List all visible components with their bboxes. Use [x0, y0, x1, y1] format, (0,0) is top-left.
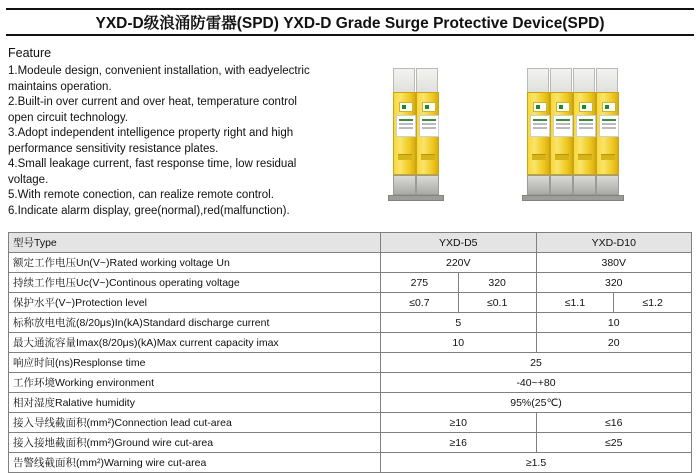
row-parameter: 最大通流容量Imax(8/20μs)(kA)Max current capacity imax	[9, 333, 381, 353]
title-rule-bottom	[6, 34, 694, 36]
spd-2-pole-product-photo	[392, 68, 452, 208]
module-label	[530, 115, 550, 137]
module-slot	[555, 154, 569, 160]
row-parameter: 相对湿度Ralative humidity	[9, 393, 381, 413]
module-slot	[578, 154, 592, 160]
specifications-table	[8, 232, 692, 473]
module-row	[527, 92, 619, 175]
table-row	[9, 433, 692, 453]
table-row	[9, 373, 692, 393]
spd-module	[550, 92, 573, 175]
row-value: ≤0.1	[458, 293, 536, 313]
row-parameter: 持续工作电压Uc(V~)Continous operating voltage	[9, 273, 381, 293]
spd-module	[527, 92, 550, 175]
table-row	[9, 293, 692, 313]
base-segment	[527, 175, 550, 195]
din-rail	[522, 195, 624, 201]
status-window-icon	[422, 102, 436, 112]
feature-line: performance sensitivity resistance plates.	[8, 142, 219, 155]
base-segment	[416, 175, 439, 195]
row-value: 5	[381, 313, 537, 333]
module-label	[576, 115, 596, 137]
row-value: 10	[536, 313, 692, 333]
title-rule-top	[6, 8, 694, 10]
header-model-d5: YXD-D5	[381, 233, 537, 253]
row-value: 320	[536, 273, 692, 293]
table-row	[9, 273, 692, 293]
row-value: ≥10	[381, 413, 537, 433]
feature-line: maintains operation.	[8, 80, 112, 93]
table-row	[9, 353, 692, 373]
row-value: ≥16	[381, 433, 537, 453]
row-value: 25	[381, 353, 692, 373]
module-label	[553, 115, 573, 137]
row-parameter: 响应时间(ns)Resplonse time	[9, 353, 381, 373]
module-label	[419, 115, 439, 137]
header-type: 型号Type	[9, 233, 381, 253]
feature-line: voltage.	[8, 173, 49, 186]
module-row	[393, 92, 439, 175]
header-model-d10: YXD-D10	[536, 233, 692, 253]
module-slot	[421, 154, 435, 160]
page-title: YXD-D级浪涌防雷器(SPD) YXD-D Grade Surge Protective Device(SPD)	[95, 15, 605, 32]
base-row	[393, 175, 439, 195]
table-row	[9, 253, 692, 273]
row-value: -40~+80	[381, 373, 692, 393]
status-window-icon	[556, 102, 570, 112]
row-value: ≤0.7	[381, 293, 459, 313]
spd-module	[416, 92, 439, 175]
base-row	[527, 175, 619, 195]
feature-section	[8, 46, 328, 219]
module-slot	[398, 154, 412, 160]
row-parameter: 接入接地截面积(mm²)Ground wire cut-area	[9, 433, 381, 453]
row-parameter: 标称放电电流(8/20μs)In(kA)Standard discharge current	[9, 313, 381, 333]
din-rail	[388, 195, 444, 201]
row-parameter: 工作环境Working environment	[9, 373, 381, 393]
feature-heading: Feature	[8, 46, 52, 60]
table-header-row	[9, 233, 692, 253]
row-value: ≤1.1	[536, 293, 614, 313]
module-slot	[532, 154, 546, 160]
feature-line: 1.Modeule design, convenient installation, with eadyelectric	[8, 65, 310, 77]
status-window-icon	[602, 102, 616, 112]
row-value: ≤1.2	[614, 293, 692, 313]
row-value: 380V	[536, 253, 692, 273]
feature-line: 2.Built-in over current and over heat, temperature control	[8, 96, 297, 108]
table-body	[9, 253, 692, 473]
module-label	[396, 115, 416, 137]
base-segment	[596, 175, 619, 195]
row-value: 10	[381, 333, 537, 353]
status-window-icon	[533, 102, 547, 112]
table-row	[9, 453, 692, 473]
status-window-icon	[579, 102, 593, 112]
row-value: 20	[536, 333, 692, 353]
spd-module	[573, 92, 596, 175]
feature-line: open circuit technology.	[8, 111, 128, 124]
product-images	[330, 50, 696, 220]
module-label	[599, 115, 619, 137]
base-segment	[393, 175, 416, 195]
module-slot	[601, 154, 615, 160]
table-row	[9, 333, 692, 353]
row-value: ≥1.5	[381, 453, 692, 473]
row-value: 220V	[381, 253, 537, 273]
base-segment	[550, 175, 573, 195]
page-title-bar	[0, 8, 700, 36]
row-parameter: 接入导线截面积(mm²)Connection lead cut-area	[9, 413, 381, 433]
feature-line: 4.Small leakage current, fast response time, low residual	[8, 158, 297, 170]
row-value: 275	[381, 273, 459, 293]
table-row	[9, 393, 692, 413]
row-value: 320	[458, 273, 536, 293]
row-parameter: 告警线截面积(mm²)Warning wire cut-area	[9, 453, 381, 473]
row-parameter: 额定工作电压Un(V~)Rated working voltage Un	[9, 253, 381, 273]
feature-line: 6.Indicate alarm display, gree(normal),red(malfunction).	[8, 204, 290, 217]
table-row	[9, 313, 692, 333]
row-parameter: 保护水平(V~)Protection level	[9, 293, 381, 313]
spd-4-pole-product-photo	[526, 68, 636, 208]
row-value: ≤16	[536, 413, 692, 433]
row-value: 95%(25℃)	[381, 393, 692, 413]
table-row	[9, 413, 692, 433]
base-segment	[573, 175, 596, 195]
feature-line: 5.With remote conection, can realize remote control.	[8, 189, 274, 201]
feature-list	[8, 64, 328, 219]
row-value: ≤25	[536, 433, 692, 453]
feature-line: 3.Adopt independent intelligence property right and high	[8, 127, 294, 139]
spd-module	[596, 92, 619, 175]
status-window-icon	[399, 102, 413, 112]
spd-module	[393, 92, 416, 175]
